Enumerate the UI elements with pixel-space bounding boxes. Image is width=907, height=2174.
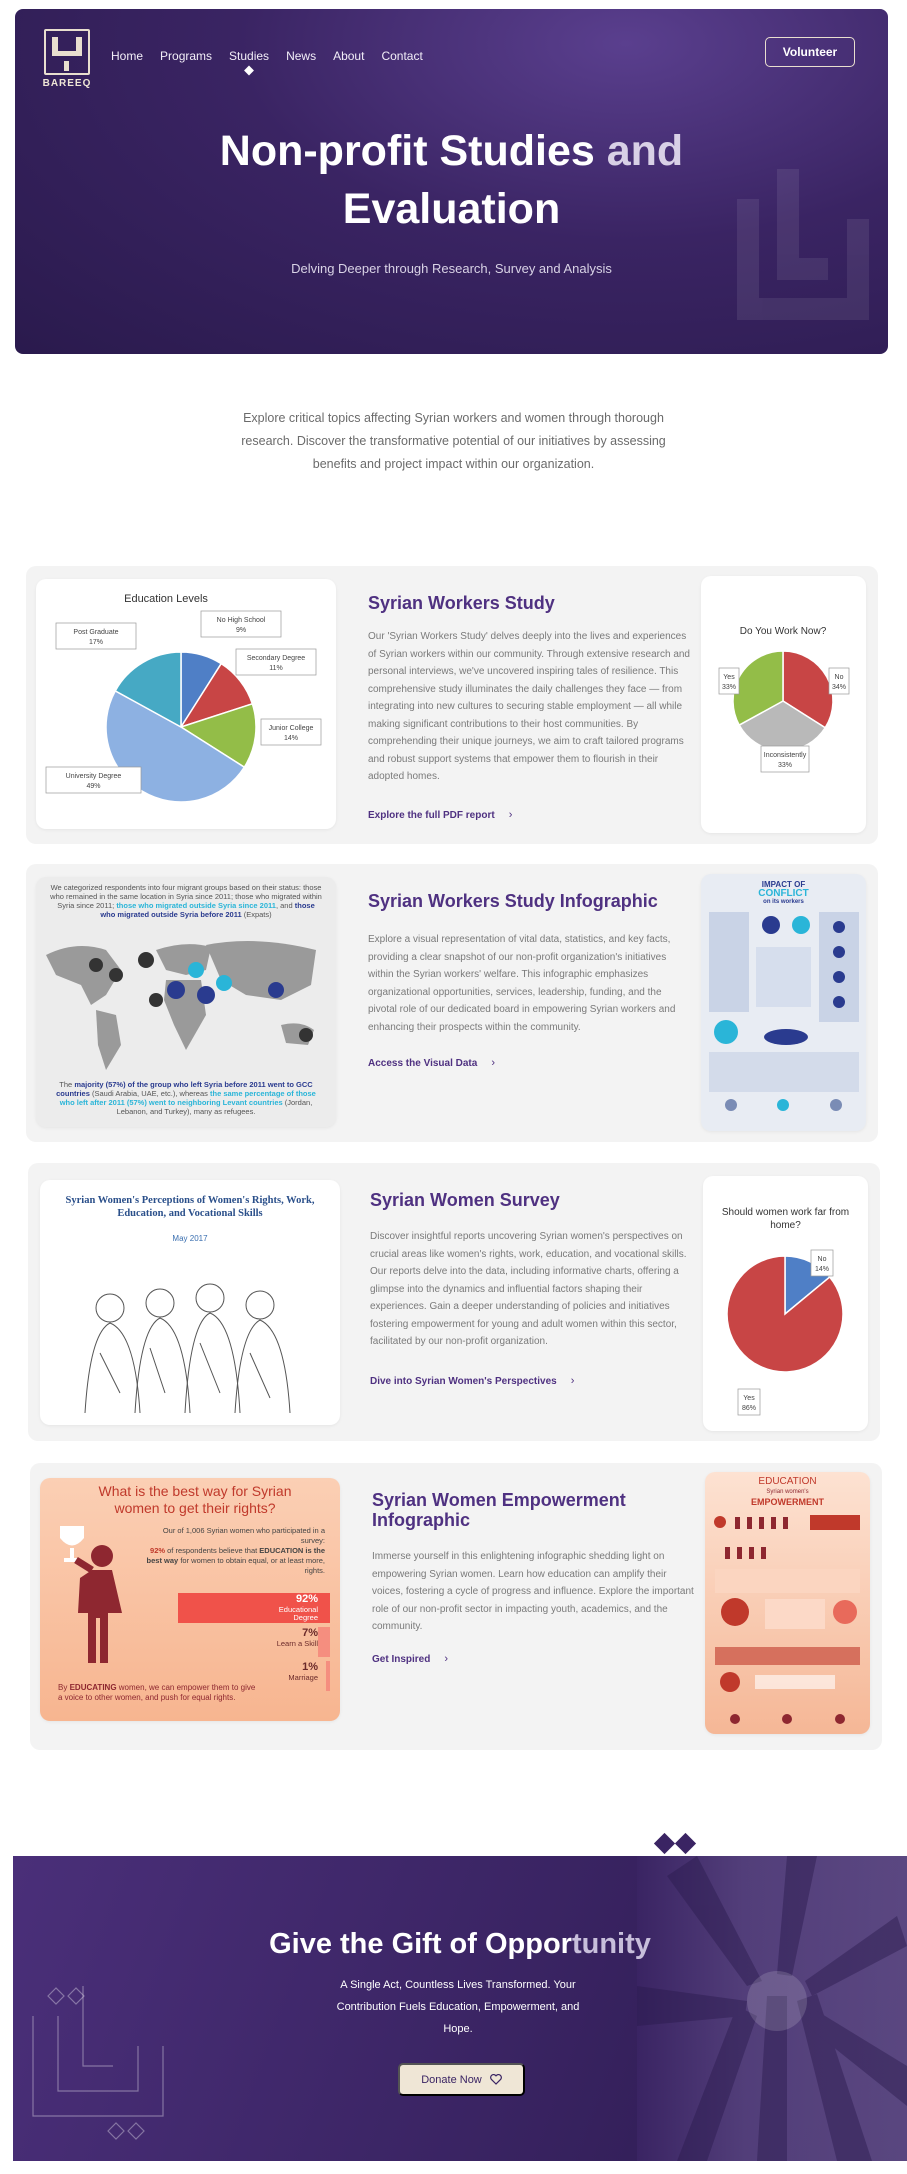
volunteer-button[interactable]: Volunteer — [765, 37, 855, 67]
empower-bar-pct: 1% — [302, 1661, 318, 1673]
work-now-chart — [701, 576, 866, 833]
map-bottom-e: (Jordan, Lebanon, and Turkey), many as refugees. — [116, 1098, 313, 1116]
world-map-icon — [36, 925, 336, 1075]
women-label: 14% — [814, 1266, 830, 1273]
nav-news[interactable]: News — [286, 49, 317, 63]
nav-programs[interactable]: Programs — [160, 49, 213, 63]
women-label: Yes — [743, 1395, 755, 1402]
intro-e: for women to obtain equal, or at least more, rights. — [180, 1556, 325, 1575]
conflict-infographic-image — [701, 874, 866, 1131]
nav-studies[interactable] — [229, 49, 269, 63]
brand-outline-icon — [13, 1976, 183, 2161]
brand-name: BAREEQ — [42, 78, 92, 89]
empower-bar-row — [165, 1627, 330, 1657]
title-line1-fade: and — [594, 127, 684, 175]
access-visual-data-link[interactable] — [368, 1057, 495, 1069]
donate-banner — [13, 1856, 907, 2161]
map-bottom-a: The — [59, 1080, 73, 1089]
card-body: Immerse yourself in this enlightening infographic shedding light on empowering Syrian women. Learn how education can amplify their voices, fostering a cycle of progress and influence. Explore the important role of our non-profit sector in impacting youth, academics, and the community. — [372, 1551, 694, 1632]
survey-cover-date: May 2017 — [172, 1234, 208, 1243]
empower-intro — [145, 1526, 325, 1576]
women-chart-title: Should women work far from home? — [721, 1207, 850, 1231]
chevron-right-icon: › — [444, 1653, 449, 1665]
edu-infographic-title — [705, 1472, 870, 1507]
edu-infographic-graphics-icon — [705, 1507, 870, 1732]
donate-title-main: Give the Gift of Oppor — [269, 1928, 572, 1960]
map-top-highlight1: those who migrated outside Syria since 2011 — [116, 901, 276, 910]
education-infographic-image — [705, 1472, 870, 1734]
infographic-title — [701, 874, 866, 907]
survey-cover-title: Syrian Women's Perceptions of Women's Rights, Work, Education, and Vocational Skills — [65, 1195, 315, 1219]
edu-label: 11% — [269, 665, 283, 672]
edu-label: 9% — [235, 627, 247, 634]
nav-contact[interactable]: Contact — [381, 49, 423, 63]
work-label: Yes — [723, 674, 735, 681]
link-label: Access the Visual Data — [368, 1057, 478, 1069]
nav-about[interactable]: About — [333, 49, 365, 63]
work-label: 34% — [831, 684, 847, 691]
active-indicator-icon — [244, 66, 254, 76]
donate-now-button[interactable] — [398, 2063, 525, 2096]
logo-mark-icon — [44, 29, 90, 75]
hands-together-icon — [637, 1856, 907, 2161]
card-title: Syrian Women Empowerment Infographic — [372, 1490, 626, 1530]
women-sketch-icon — [40, 1273, 340, 1413]
chevron-right-icon: › — [570, 1375, 575, 1387]
map-bottom-b: majority (57%) of the group who left Syria before 2011 went to GCC countries — [56, 1080, 313, 1098]
title-line1: Non-profit Studies — [219, 127, 595, 175]
map-top-caption — [36, 877, 336, 925]
map-bottom-c: (Saudi Arabia, UAE, etc.), whereas — [92, 1089, 208, 1098]
work-label: No — [834, 674, 844, 681]
link-label: Dive into Syrian Women's Perspectives — [370, 1375, 557, 1387]
work-chart-title: Do You Work Now? — [739, 626, 827, 637]
card-title: Syrian Women Survey — [370, 1190, 560, 1210]
edu-label: University Degree — [65, 773, 122, 780]
work-label: 33% — [777, 762, 793, 769]
footer-b: EDUCATING — [69, 1683, 117, 1692]
empower-bar-row — [165, 1593, 330, 1623]
woman-trophy-icon — [50, 1518, 140, 1668]
edu-label: Post Graduate — [73, 629, 119, 636]
map-bottom-d: the same percentage of those who left after 2011 (57%) went to neighboring Levant countries — [59, 1089, 316, 1107]
section-divider-icon — [655, 1836, 695, 1851]
education-chart-svg — [36, 579, 336, 829]
donate-subtitle: A Single Act, Countless Lives Transformed. Your Contribution Fuels Education, Empowerment, and Hope. — [336, 1979, 580, 2035]
card-body: Our 'Syrian Workers Study' delves deeply into the lives and experiences of Syrian workers within our community. Through extensive research and personal interviews, we've uncovered inspiring tales of resilience. This comprehensive study illuminates the daily challenges they face — from integrating into new cultures to securing stable employment — all while making significant contributions to their host communities. By comprehending their unique journeys, we aim to craft tailored programs and robust support systems that empower them to flourish in their adopted homes. — [368, 631, 690, 782]
link-label: Explore the full PDF report — [368, 809, 495, 821]
empower-bar-label: Educational Degree — [278, 1605, 318, 1622]
explore-pdf-link[interactable] — [368, 809, 512, 821]
empower-bar — [326, 1661, 330, 1691]
card-body: Discover insightful reports uncovering Syrian women's perspectives on crucial areas like women's rights, work, education, and vocational skills. Our reports delve into the data, including informative charts, offering a glimpse into the dynamics and influential factors shaping their experiences. Gain a deeper understanding of policies and initiatives fostering empowerment for young and adult women within this sector, facilitated by our non-profit organization. — [370, 1231, 687, 1347]
women-perspectives-link[interactable] — [370, 1375, 574, 1387]
empower-bar-label: Marriage — [288, 1673, 318, 1682]
title-line2: Evaluation — [342, 185, 561, 233]
get-inspired-link[interactable] — [372, 1653, 448, 1665]
brand-logo[interactable] — [42, 29, 92, 89]
empower-bar-pct: 7% — [302, 1627, 318, 1639]
work-label: Inconsistently — [763, 752, 807, 759]
hero-banner — [15, 9, 888, 354]
work-label: 33% — [721, 684, 737, 691]
intro-a: Our of 1,006 Syrian women who participated in a survey: — [162, 1526, 325, 1545]
edu-label: 49% — [86, 783, 101, 790]
infographic-title-1: IMPACT OF — [761, 880, 806, 889]
edu-infographic-title-2: Syrian women's — [766, 1489, 809, 1495]
migration-map-image — [36, 877, 336, 1127]
edu-label: Secondary Degree — [246, 655, 306, 662]
link-label: Get Inspired — [372, 1653, 431, 1665]
intro-d: EDUCATION is the best way — [146, 1546, 325, 1565]
edu-label: Junior College — [268, 725, 314, 732]
study-card-infographic — [26, 864, 878, 1142]
women-work-chart — [703, 1176, 868, 1431]
hands-photo — [637, 1856, 907, 2161]
edu-label: No High School — [216, 617, 266, 624]
map-top-highlight2: those who migrated outside Syria before 2011 — [100, 901, 315, 919]
work-chart-svg — [701, 576, 866, 833]
infographic-title-2: CONFLICT — [758, 888, 809, 899]
heart-icon — [490, 2074, 502, 2085]
edu-label: 14% — [283, 735, 299, 742]
intro-text: Explore critical topics affecting Syrian workers and women through thorough research. Discover the transformative potential of our initiatives by assessing benefits and project impact within our organization. — [241, 411, 666, 471]
nav-home[interactable]: Home — [111, 49, 144, 63]
empower-bar — [318, 1627, 330, 1657]
empowerment-image — [40, 1478, 340, 1721]
infographic-title-3: on its workers — [763, 899, 804, 905]
map-top-and: , and — [275, 901, 293, 910]
women-chart-svg — [703, 1232, 868, 1431]
main-nav — [111, 49, 423, 63]
study-card-women-survey — [28, 1163, 880, 1441]
education-levels-chart — [36, 579, 336, 829]
card-body: Explore a visual representation of vital data, statistics, and key facts, providing a clear snapshot of our non-profit organization's initiatives within the Syrian workers' welfare. This infographic emphasizes organizational opportunities, services, leadership, funding, and the pivotal role of our dedicated board in empowering Syrian workers and enhancing their prospects within the community. — [368, 934, 676, 1033]
intro-c: of respondents believe that — [167, 1546, 258, 1555]
survey-cover-image — [40, 1180, 340, 1425]
donate-button-label: Donate Now — [421, 2073, 482, 2086]
empower-bar-pct: 92% — [295, 1593, 318, 1605]
hero-subtitle: Delving Deeper through Research, Survey and Analysis — [291, 261, 612, 276]
map-top-text: We categorized respondents into four migrant groups based on their status: those who remained in the same location in Syria since 2011; those who migrated within Syria since 2011; — [50, 883, 322, 910]
map-bottom-caption — [36, 1080, 336, 1116]
infographic-graphics-icon — [701, 907, 866, 1117]
edu-infographic-title-3: EMPOWERMENT — [751, 1497, 824, 1507]
chevron-right-icon: › — [508, 809, 513, 821]
page-title — [15, 122, 888, 238]
map-top-tail: (Expats) — [243, 910, 272, 919]
footer-a: By — [58, 1683, 68, 1692]
footer-c: women, we can empower them to give a voice to other women, and push for equal rights. — [58, 1683, 256, 1702]
edu-infographic-title-1: EDUCATION — [758, 1476, 817, 1487]
empower-footer — [58, 1683, 258, 1703]
edu-chart-title: Education Levels — [124, 593, 208, 605]
empower-question: What is the best way for Syrian women to get their rights? — [98, 1483, 292, 1516]
women-label: No — [817, 1256, 827, 1263]
empower-bar-label: Learn a Skill — [276, 1639, 318, 1648]
edu-label: 17% — [88, 639, 104, 646]
nav-studies-label: Studies — [229, 49, 270, 63]
women-label: 86% — [741, 1405, 757, 1412]
card-title: Syrian Workers Study — [368, 593, 555, 613]
chevron-right-icon: › — [491, 1057, 495, 1069]
donate-title-fade: tunity — [571, 1928, 651, 1960]
card-title: Syrian Workers Study Infographic — [368, 891, 658, 911]
intro-b: 92% — [150, 1546, 166, 1555]
study-card-workers — [26, 566, 878, 844]
study-card-empowerment — [30, 1463, 882, 1750]
donate-title — [13, 1928, 907, 1961]
